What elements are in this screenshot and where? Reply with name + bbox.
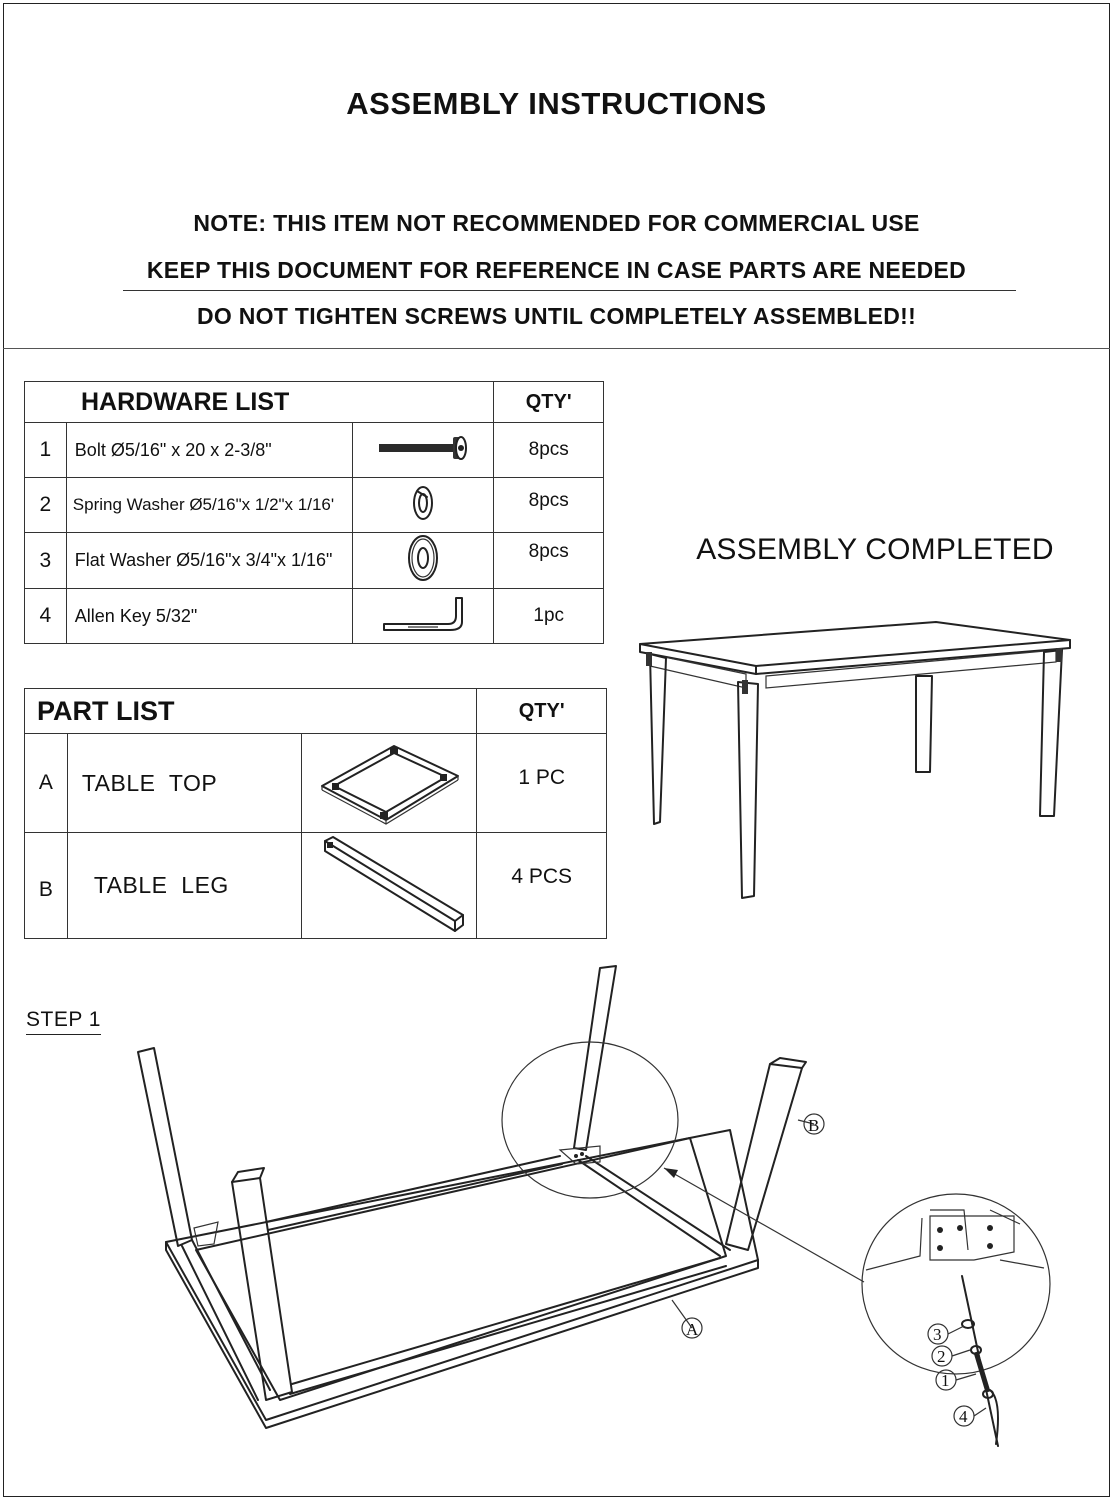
hardware-description: Spring Washer Ø5/16"x 1/2"x 1/16' — [66, 478, 352, 533]
hardware-index: 1 — [25, 423, 67, 478]
spring-washer-icon — [352, 478, 494, 533]
part-qty-header: QTY' — [477, 689, 607, 734]
hardware-description: Allen Key 5/32" — [66, 589, 352, 644]
note-keep-document: KEEP THIS DOCUMENT FOR REFERENCE IN CASE PARTS ARE NEEDED — [146, 257, 967, 283]
hardware-list-title: HARDWARE LIST — [25, 382, 494, 423]
part-list-header — [25, 689, 607, 734]
table-row — [25, 423, 604, 478]
note-commercial-use: NOTE: THIS ITEM NOT RECOMMENDED FOR COMMERCIAL USE — [193, 210, 920, 236]
hardware-list-table — [24, 381, 604, 644]
part-index: B — [25, 833, 68, 939]
table-row — [25, 589, 604, 644]
table-row — [25, 734, 607, 833]
part-list-table — [24, 688, 607, 939]
part-index: A — [25, 734, 68, 833]
table-top-icon — [302, 734, 477, 833]
callout-a: A — [686, 1320, 699, 1339]
part-qty: 4 PCS — [477, 833, 607, 939]
hardware-index: 3 — [25, 533, 67, 589]
flat-washer-icon — [352, 533, 494, 589]
hardware-description: Bolt Ø5/16" x 20 x 2-3/8" — [66, 423, 352, 478]
header-divider — [3, 348, 1110, 349]
allen-key-icon — [352, 589, 494, 644]
page-title: ASSEMBLY INSTRUCTIONS — [346, 86, 767, 121]
callout-b: B — [808, 1116, 820, 1135]
part-list-title: PART LIST — [25, 689, 477, 734]
hardware-qty: 8pcs — [494, 478, 604, 533]
hardware-qty: 8pcs — [494, 533, 604, 589]
table-leg-icon — [302, 833, 477, 939]
callout-3: 3 — [933, 1325, 942, 1344]
hardware-qty: 8pcs — [494, 423, 604, 478]
hardware-qty-header: QTY' — [494, 382, 604, 423]
table-row — [25, 833, 607, 939]
note-do-not-tighten: DO NOT TIGHTEN SCREWS UNTIL COMPLETELY ASSEMBLED!! — [196, 303, 917, 329]
table-row — [25, 478, 604, 533]
step-1-illustration — [130, 960, 1060, 1460]
assembly-completed-label: ASSEMBLY COMPLETED — [696, 533, 1054, 566]
bolt-icon — [352, 423, 494, 478]
hardware-description: Flat Washer Ø5/16"x 3/4"x 1/16" — [66, 533, 352, 589]
callout-4: 4 — [959, 1407, 968, 1426]
hardware-list-header — [25, 382, 604, 423]
hardware-index: 4 — [25, 589, 67, 644]
part-qty: 1 PC — [477, 734, 607, 833]
table-row — [25, 533, 604, 589]
part-name: TABLE LEG — [67, 833, 302, 939]
callout-1: 1 — [941, 1371, 950, 1390]
note-rule — [123, 290, 1016, 291]
part-name: TABLE TOP — [67, 734, 302, 833]
callout-2: 2 — [937, 1347, 946, 1366]
completed-table-illustration — [636, 618, 1076, 908]
hardware-index: 2 — [25, 478, 67, 533]
step-1-label: STEP 1 — [26, 1008, 101, 1035]
hardware-qty: 1pc — [494, 589, 604, 644]
